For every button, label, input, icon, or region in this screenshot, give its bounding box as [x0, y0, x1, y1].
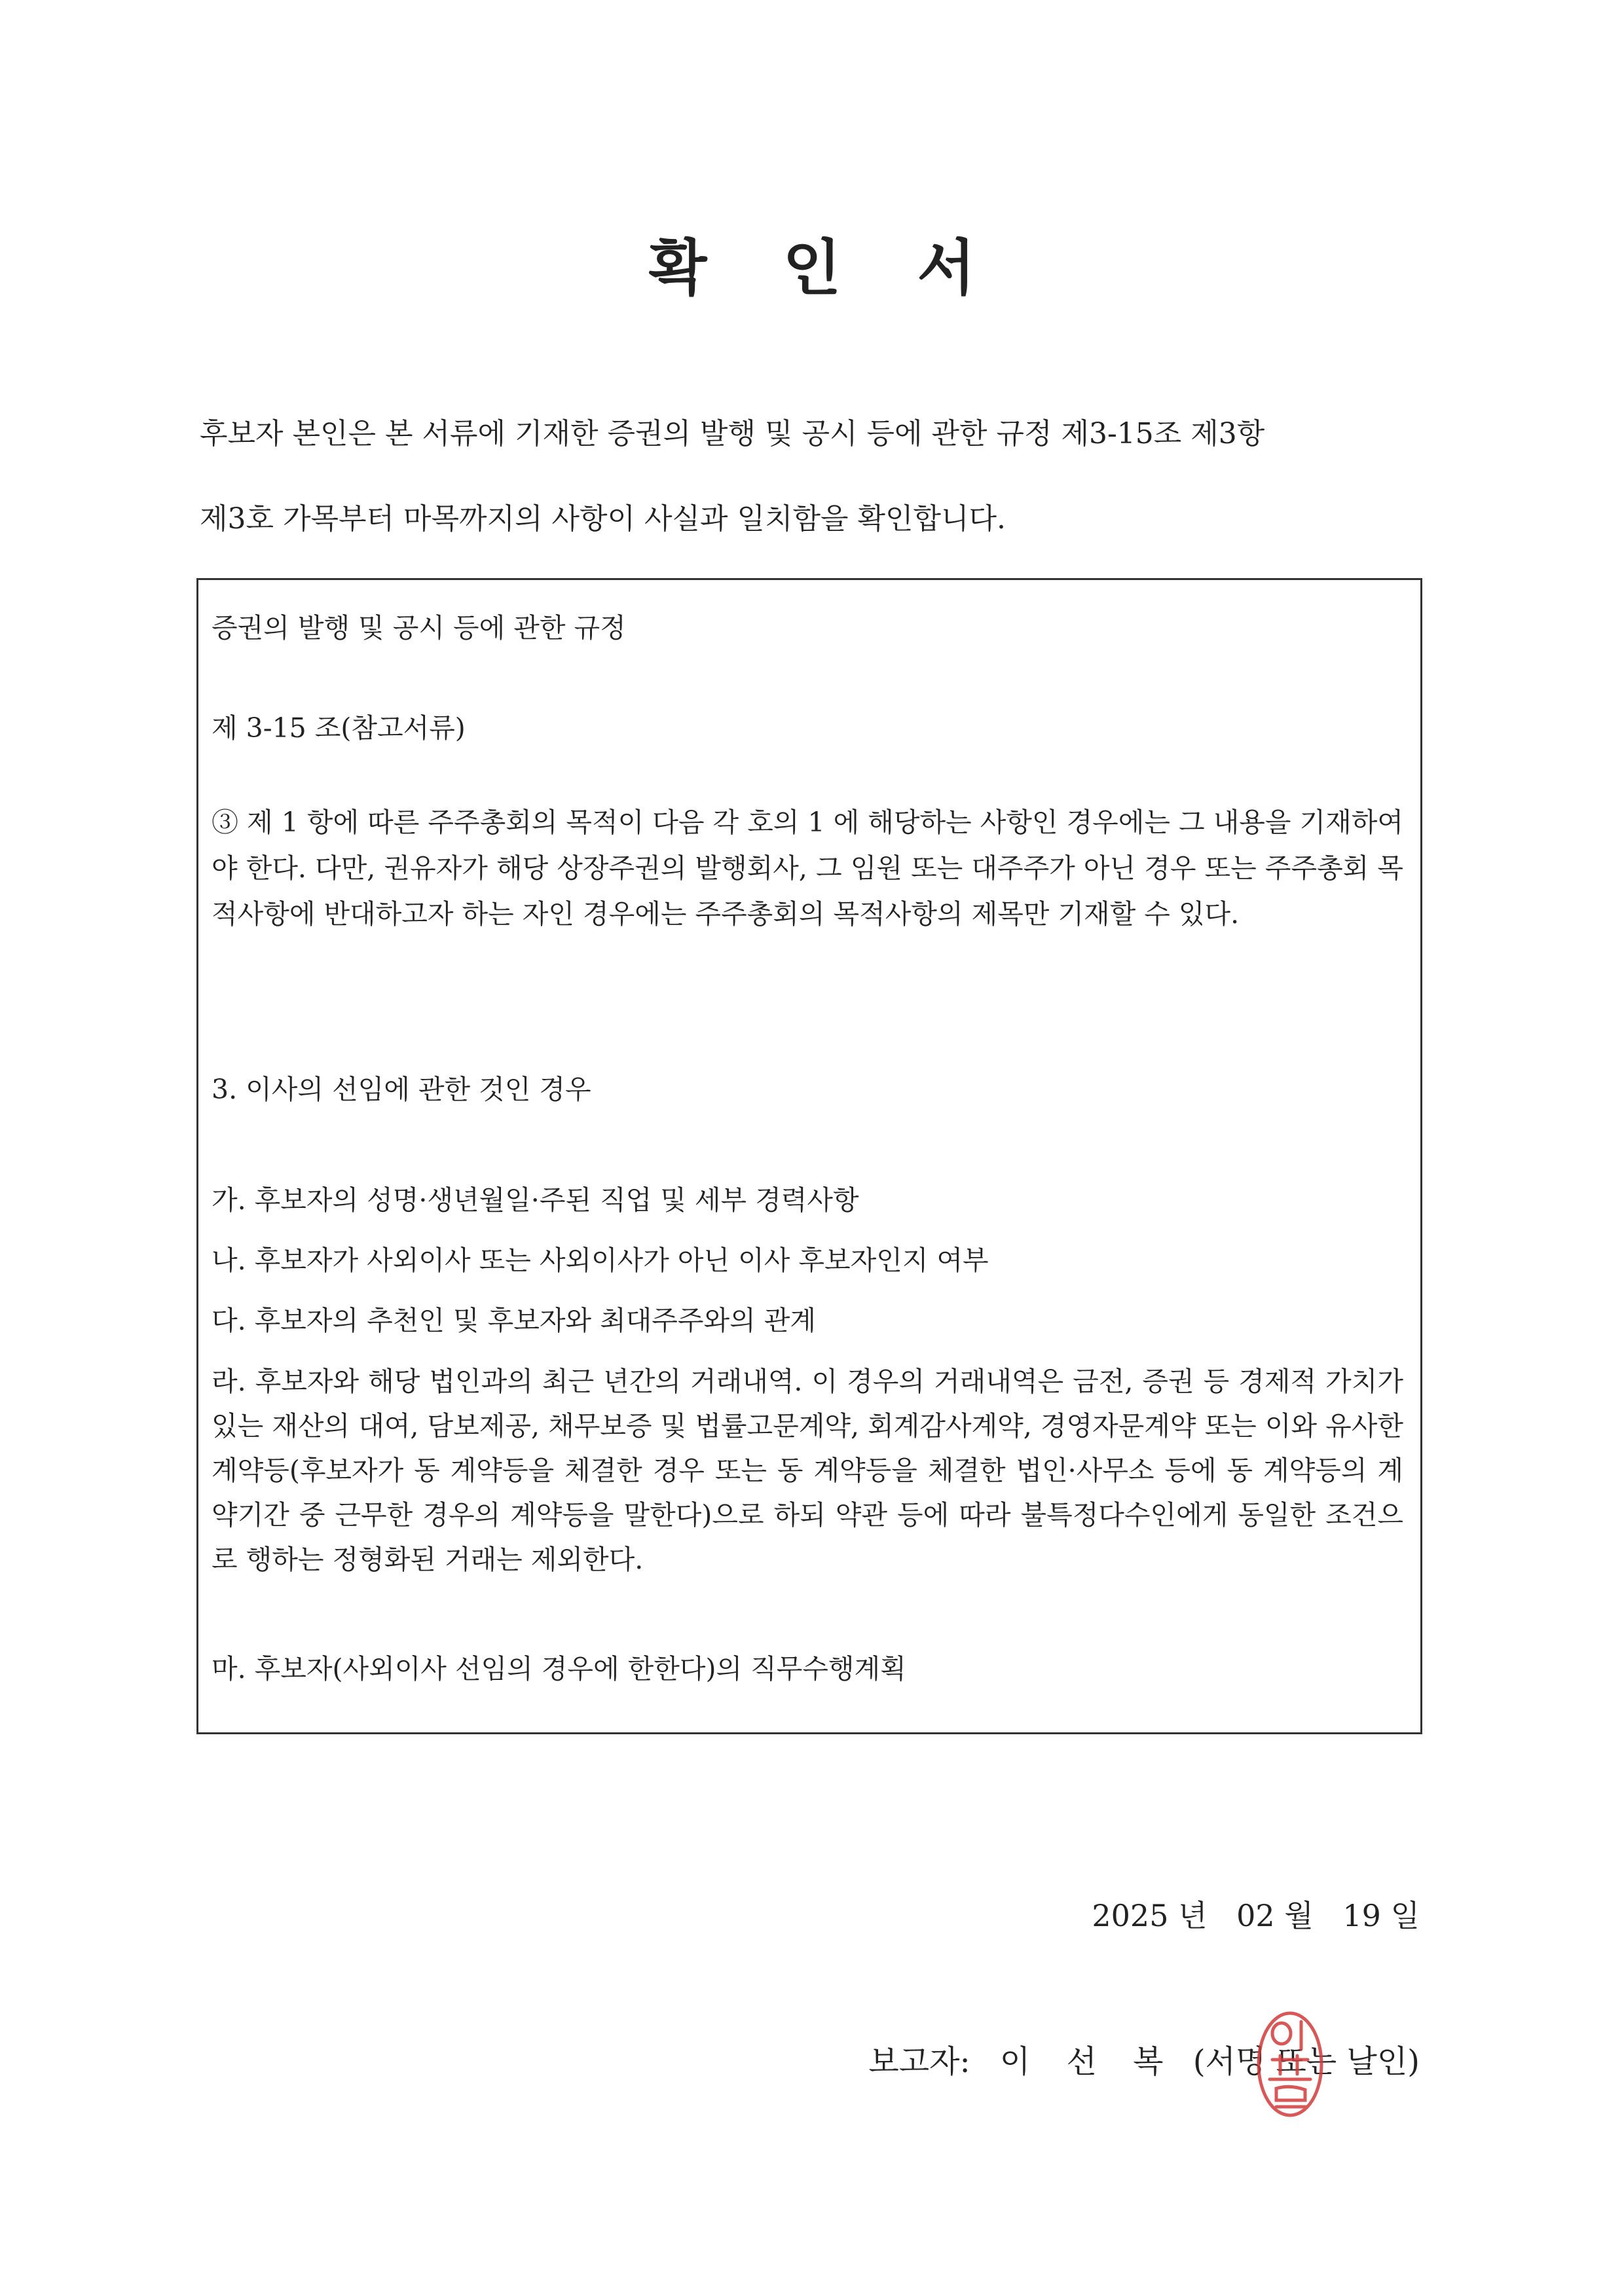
intro-statement — [200, 392, 1431, 562]
list-item-ma: 마. 후보자(사외이사 선임의 경우에 한한다)의 직무수행계획 — [212, 1653, 906, 1685]
intro-line-1: 후보자 본인은 본 서류에 기재한 증권의 발행 및 공시 등에 관한 규정 제3-15조 제3항 — [200, 417, 1265, 450]
list-item-ga: 가. 후보자의 성명·생년월일·주된 직업 및 세부 경력사항 — [212, 1184, 859, 1216]
seal-stamp-icon — [1254, 2009, 1326, 2120]
list-item-ra: 라. 후보자와 해당 법인과의 최근 년간의 거래내역. 이 경우의 거래내역은 금전, 증권 등 경제적 가치가 있는 재산의 대여, 담보제공, 채무보증 및 법률고문계약, 회계감사계약, 경영자문계약 또는 이와 유사한 계약등(후보자가 동 계약등을 체결한 경우 또는 동 계약등을 체결한 법인·사무소 등에 동 계약등의 계약기간 중 근무한 경우의 계약등을 말한다)으로 하되 약관 등에 따라 불특정다수인에게 동일한 조건으로 행하는 정형화된 거래는 제외한다. — [212, 1366, 1403, 1575]
date-year: 2025 — [1092, 1898, 1169, 1933]
list-item-na: 나. 후보자가 사외이사 또는 사외이사가 아닌 이사 후보자인지 여부 — [212, 1245, 989, 1276]
regulation-title: 증권의 발행 및 공시 등에 관한 규정 — [212, 612, 626, 644]
reporter-name: 이 선 복 — [999, 2043, 1177, 2080]
date-month: 02 — [1236, 1898, 1275, 1933]
intro-line-2: 제3호 가목부터 마목까지의 사항이 사실과 일치함을 확인합니다. — [200, 502, 1006, 536]
item-3-heading: 3. 이사의 선임에 관한 것인 경우 — [212, 1074, 591, 1105]
signature-line — [868, 2036, 1420, 2081]
list-item-da: 다. 후보자의 추천인 및 후보자와 최대주주와의 관계 — [212, 1305, 816, 1336]
regulation-box — [196, 578, 1422, 1734]
reporter-label: 보고자: — [868, 2043, 970, 2080]
date-month-unit: 월 — [1284, 1898, 1314, 1933]
date-year-unit: 년 — [1178, 1898, 1208, 1933]
article-title: 제 3-15 조(참고서류) — [212, 712, 466, 744]
date-day-unit: 일 — [1390, 1898, 1420, 1933]
signature-suffix: (서명 또는 날인) — [1192, 2043, 1420, 2080]
date-day: 19 — [1342, 1898, 1381, 1933]
report-date — [1092, 1892, 1420, 1935]
paragraph-3: ③ 제 1 항에 따른 주주총회의 목적이 다음 각 호의 1 에 해당하는 사항인 경우에는 그 내용을 기재하여야 한다. 다만, 권유자가 해당 상장주권의 발행회사, 그 임원 또는 대주주가 아닌 경우 또는 주주총회 목적사항에 반대하고자 하는 자인 경우에는 주주총회의 목적사항의 제목만 기재할 수 있다. — [212, 807, 1403, 930]
document-title: 확 인 서 — [648, 233, 1003, 303]
